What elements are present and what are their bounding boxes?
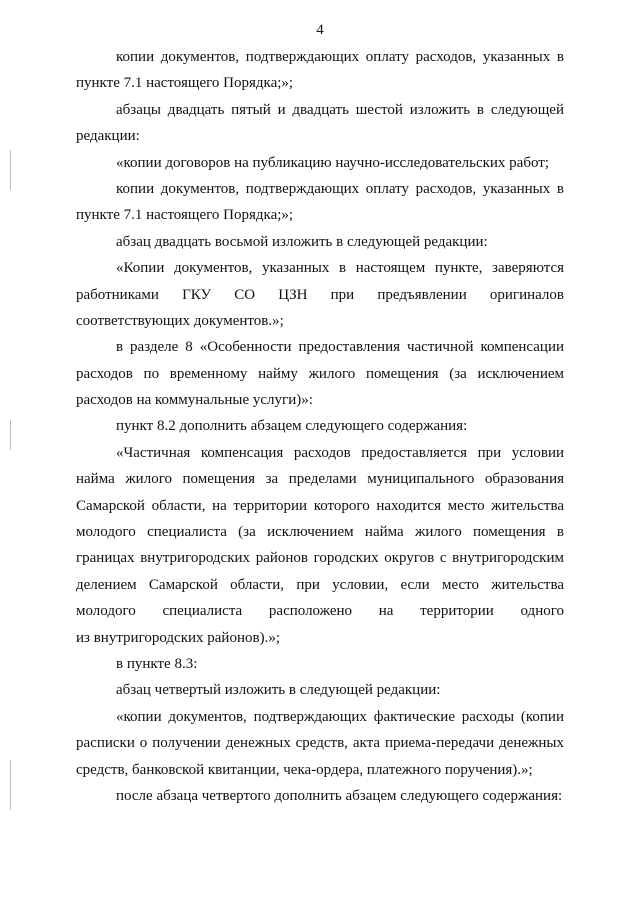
- text-line: расходов по временному найму жилого помещения (за исключением: [76, 365, 564, 382]
- scan-edge-mark: [10, 150, 11, 190]
- text-line: «Копии документов, указанных в настоящем пункте, заверяются: [116, 260, 564, 277]
- text-line: границах внутригородских районов городских округов с внутригородским: [76, 550, 564, 567]
- document-body: [76, 44, 564, 809]
- text-line: соответствующих документов.»;: [76, 312, 284, 329]
- text-line: средств, банковской квитанции, чека-ордера, платежного поручения).»;: [76, 761, 533, 778]
- text-line: из внутригородских районов).»;: [76, 629, 280, 646]
- scan-edge-mark: [10, 420, 11, 450]
- text-line: Самарской области, на территории которого находится место жительства: [76, 497, 564, 514]
- text-line: пункте 7.1 настоящего Порядка;»;: [76, 207, 294, 224]
- text-line: расходов на коммунальные услуги)»:: [76, 392, 313, 409]
- text-line: расписки о получении денежных средств, акта приема-передачи денежных: [76, 735, 564, 752]
- text-line: абзац двадцать восьмой изложить в следующей редакции:: [116, 233, 488, 250]
- text-line: работниками ГКУ СО ЦЗН при предъявлении оригиналов: [76, 286, 564, 303]
- text-line: молодого специалиста (за исключением найма жилого помещения в: [76, 524, 564, 541]
- page-number: 4: [316, 22, 324, 38]
- text-line: абзац четвертый изложить в следующей редакции:: [116, 682, 441, 699]
- text-line: копии документов, подтверждающих оплату расходов, указанных в: [116, 180, 564, 197]
- text-line: найма жилого помещения за пределами муниципального образования: [76, 471, 564, 488]
- scan-edge-mark: [10, 760, 11, 810]
- text-line: «копии документов, подтверждающих фактические расходы (копии: [116, 708, 564, 725]
- text-line: абзацы двадцать пятый и двадцать шестой изложить в следующей: [116, 101, 564, 118]
- text-line: после абзаца четвертого дополнить абзацем следующего содержания:: [116, 787, 563, 804]
- text-line: редакции:: [76, 128, 140, 145]
- text-line: молодого специалиста расположено на территории одного: [76, 603, 564, 620]
- text-line: в разделе 8 «Особенности предоставления частичной компенсации: [116, 339, 564, 356]
- text-line: «Частичная компенсация расходов предоставляется при условии: [116, 444, 564, 461]
- text-line: пункт 8.2 дополнить абзацем следующего содержания:: [116, 418, 468, 435]
- text-line: «копии договоров на публикацию научно-исследовательских работ;: [116, 154, 549, 171]
- text-line: делением Самарской области, при условии, если место жительства: [76, 576, 564, 593]
- text-line: в пункте 8.3:: [116, 655, 198, 672]
- text-line: пункте 7.1 настоящего Порядка;»;: [76, 75, 294, 92]
- text-line: копии документов, подтверждающих оплату расходов, указанных в: [116, 49, 564, 65]
